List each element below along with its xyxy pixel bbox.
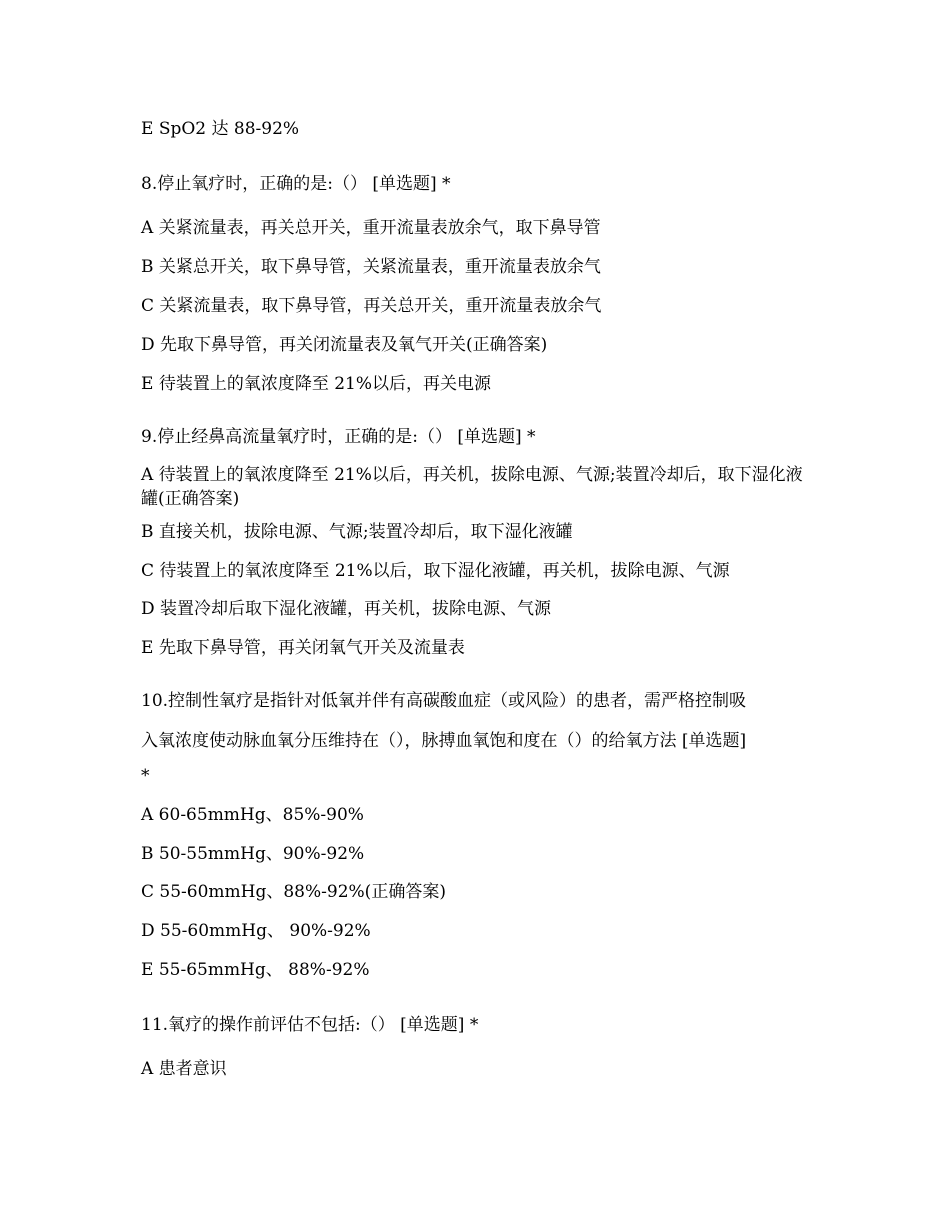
q8-option-e: E 待装置上的氧浓度降至 21%以后，再关电源: [141, 374, 492, 394]
q9-option-c: C 待装置上的氧浓度降至 21%以后，取下湿化液罐，再关机，拔除电源、气源: [141, 561, 730, 581]
q8-option-d: D 先取下鼻导管，再关闭流量表及氧气开关(正确答案): [141, 335, 548, 355]
q8-option-b: B 关紧总开关，取下鼻导管，关紧流量表，重开流量表放余气: [141, 257, 601, 277]
q8-option-c: C 关紧流量表，取下鼻导管，再关总开关，重开流量表放余气: [141, 296, 602, 316]
q8-option-a: A 关紧流量表，再关总开关，重开流量表放余气，取下鼻导管: [141, 218, 601, 238]
q7-option-e: E SpO2 达 88-92%: [141, 119, 300, 139]
q11-question: 11.氧疗的操作前评估不包括:（） [单选题] *: [141, 1015, 479, 1035]
q10-option-a: A 60-65mmHg、85%-90%: [141, 805, 364, 825]
q11-option-a: A 患者意识: [141, 1059, 227, 1079]
q10-question-line-3: *: [141, 766, 150, 786]
q9-option-a: A 待装置上的氧浓度降至 21%以后，再关机，拔除电源、气源;装置冷却后，取下湿化液罐(正确答案): [141, 465, 803, 509]
q10-option-e: E 55-65mmHg、 88%-92%: [141, 960, 370, 980]
q10-question-line-1: 10.控制性氧疗是指针对低氧并伴有高碳酸血症（或风险）的患者，需严格控制吸: [141, 691, 747, 711]
q10-option-b: B 50-55mmHg、90%-92%: [141, 844, 365, 864]
q10-option-d: D 55-60mmHg、 90%-92%: [141, 921, 371, 941]
q9-option-b: B 直接关机，拔除电源、气源;装置冷却后，取下湿化液罐: [141, 522, 573, 542]
q10-question-line-2: 入氧浓度使动脉血氧分压维持在（），脉搏血氧饱和度在（）的给氧方法 [单选题]: [141, 731, 747, 751]
q9-option-d: D 装置冷却后取下湿化液罐，再关机，拔除电源、气源: [141, 599, 552, 619]
q9-option-e: E 先取下鼻导管，再关闭氧气开关及流量表: [141, 638, 465, 658]
q8-question: 8.停止氧疗时，正确的是:（） [单选题] *: [141, 174, 451, 194]
q10-option-c: C 55-60mmHg、88%-92%(正确答案): [141, 882, 446, 902]
q9-question: 9.停止经鼻高流量氧疗时，正确的是:（） [单选题] *: [141, 427, 536, 447]
